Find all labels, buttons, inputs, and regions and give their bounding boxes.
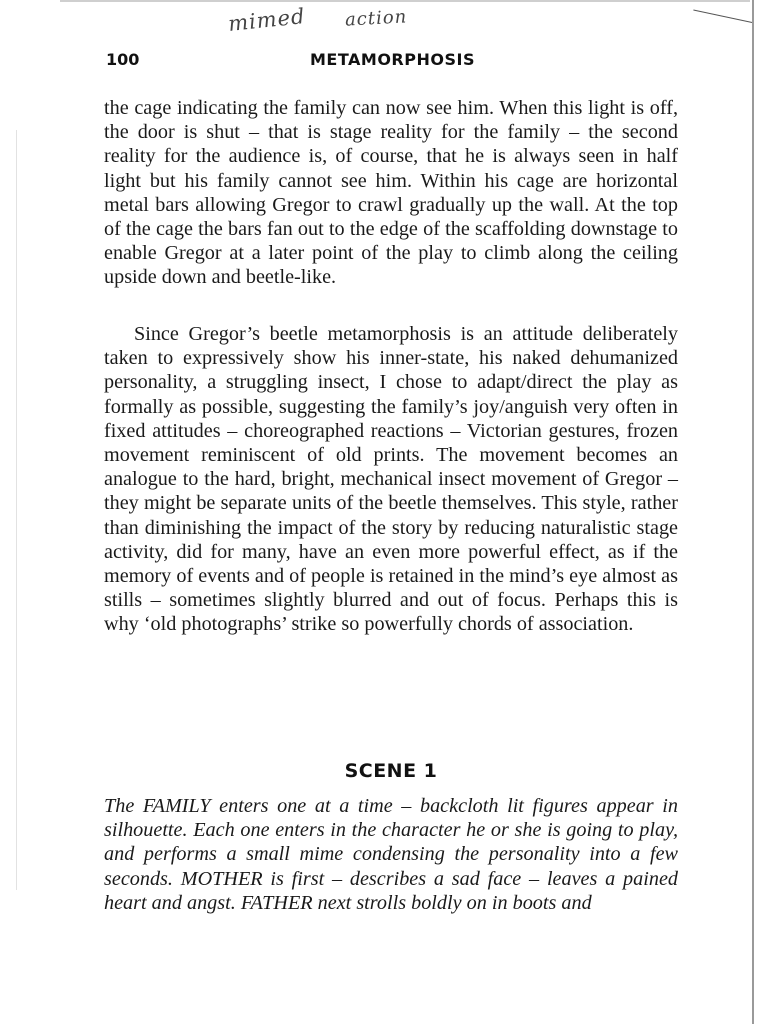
handwritten-note-action: action: [344, 6, 408, 31]
book-title: METAMORPHOSIS: [310, 50, 475, 69]
page-left-edge: [16, 130, 17, 890]
pencil-corner-mark: [693, 0, 755, 23]
body-paragraph-1: the cage indicating the family can now see him. When this light is off, the door is shut – that is stage reality for the family – the second reality for the audience is, of course, that he is always seen in half light but his family cannot see him. Within his cage are horizontal metal bars allowing Gregor to crawl gradually up the wall. At the top of the cage the bars fan out to the edge of the scaffolding downstage to enable Gregor at a later point of the play to climb along the ceiling upside down and beetle-like.: [104, 97, 678, 289]
handwritten-note-mimed: mimed: [226, 4, 307, 36]
page-right-edge: [752, 0, 754, 1024]
running-head: [106, 50, 676, 74]
page-top-edge: [60, 0, 750, 2]
scene-heading: SCENE 1: [344, 760, 438, 782]
page-number: 100: [106, 50, 140, 69]
stage-direction: The FAMILY enters one at a time – backcloth lit figures appear in silhouette. Each one enters in the character he or she is going to play, and performs a small mime condensing the personality into a few seconds. MOTHER is first – describes a sad face – leaves a pained heart and angst. FATHER next strolls boldly on in boots and: [104, 795, 678, 914]
body-paragraph-2: Since Gregor’s beetle metamorphosis is an attitude deliberately taken to expressively show his inner-state, his naked dehumanized personality, a struggling insect, I chose to adapt/direct the play as formally as possible, suggesting the family’s joy/anguish very often in fixed attitudes – choreographed reactions – Victorian gestures, frozen movement reminiscent of old prints. The movement becomes an analogue to the hard, bright, mechanical insect movement of Gregor – they might be separate units of the beetle themselves. This style, rather than diminishing the impact of the story by reducing naturalistic stage activity, did for many, have an even more powerful effect, as if the memory of events and of people is retained in the mind’s eye almost as stills – sometimes slightly blurred and out of focus. Perhaps this is why ‘old photographs’ strike so powerfully chords of association.: [104, 323, 678, 636]
